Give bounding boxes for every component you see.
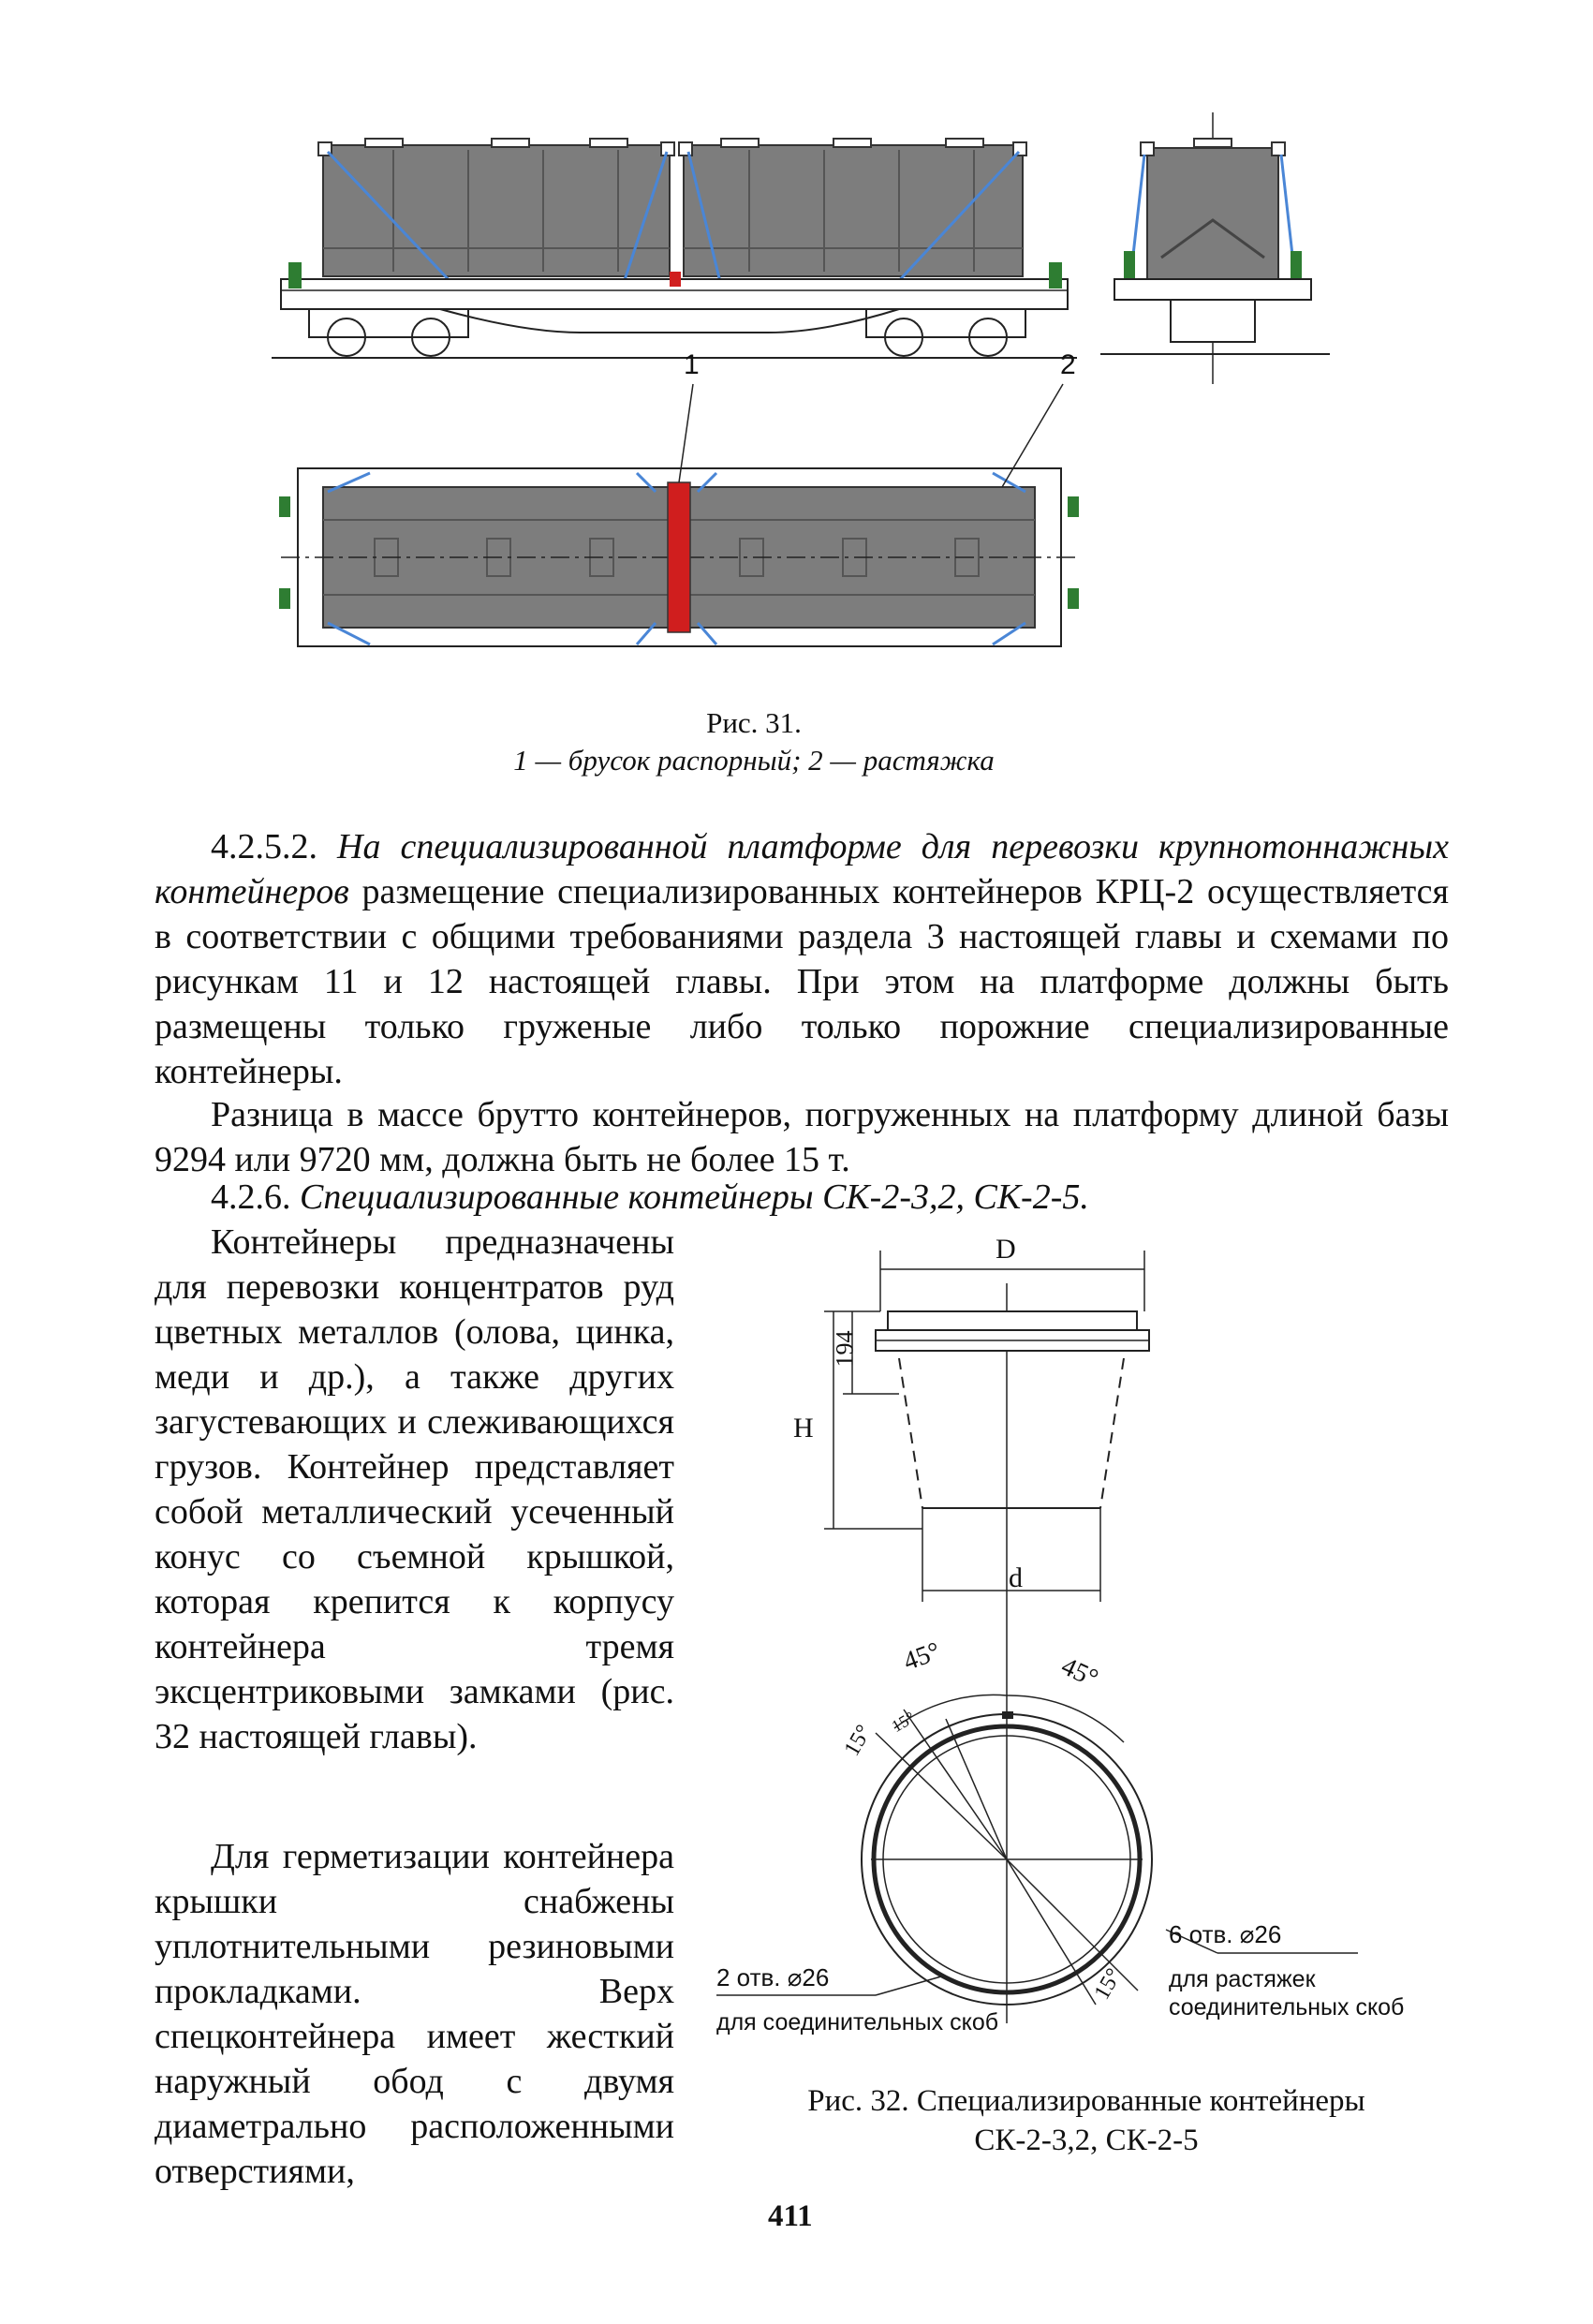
figure-31-caption-text: 1 — брусок распорный; 2 — растяжка bbox=[513, 744, 995, 777]
figure-32-caption-title: Рис. 32. bbox=[807, 2084, 909, 2118]
dim-d: d bbox=[1009, 1562, 1023, 1593]
section-4-2-6-para2: Для герметизации контейнера крышки снабжены уплотнительными резиновыми прокладками. Верх спецконтейнера имеет жесткий наружный обод с двумя диаметрально расположенными отверстиями, bbox=[155, 1837, 674, 2191]
angle-15-inner: 15° bbox=[888, 1708, 919, 1737]
figure-31-caption-title: Рис. 31. bbox=[706, 706, 802, 739]
section-4-2-5-2-number: 4.2.5.2. bbox=[211, 827, 317, 866]
section-4-2-5-2-para2: Разница в массе брутто контейнеров, погруженных на платформу длиной базы 9294 или 9720 мм, должна быть не более 15 т. bbox=[155, 1095, 1449, 1179]
callout-1: 1 bbox=[684, 349, 700, 380]
dim-194: 194 bbox=[831, 1330, 859, 1368]
page-number: 411 bbox=[768, 2199, 813, 2233]
holes-2-label: 2 отв. ⌀26 bbox=[716, 1963, 830, 1991]
angle-15-outer: 15° bbox=[839, 1721, 878, 1761]
figure-32-caption-line1 bbox=[712, 2081, 1461, 2121]
section-4-2-5-2-italic-lead: На специализированной платформе для перевозки крупнотоннажных контейнеров bbox=[155, 827, 1449, 911]
holes-6-purpose: для растяжек соединительных скоб bbox=[1169, 1966, 1405, 2021]
section-4-2-6-title: Специализированные контейнеры СК-2-3,2, СК-2-5. bbox=[300, 1177, 1089, 1217]
dim-H: H bbox=[793, 1413, 814, 1443]
holes-2-purpose: для соединительных скоб bbox=[716, 2009, 999, 2035]
figure-32-caption-line2: СК-2-3,2, СК-2-5 bbox=[974, 2124, 1199, 2157]
angle-45-right: 45° bbox=[1056, 1651, 1103, 1694]
angle-45-left: 45° bbox=[899, 1636, 945, 1677]
dim-D: D bbox=[996, 1234, 1016, 1265]
section-4-2-6-number: 4.2.6. bbox=[211, 1177, 291, 1217]
angle-15-bottom: 15° bbox=[1089, 1964, 1128, 2005]
callout-2: 2 bbox=[1060, 349, 1076, 380]
figure-32-caption-text1: Специализированные контейнеры bbox=[916, 2084, 1365, 2118]
section-4-2-5-2-body: размещение специализированных контейнеров КРЦ-2 осуществляется в соответствии с общими требованиями раздела 3 настоящей главы и схемами по рисункам 11 и 12 настоящей главы. При этом на платформе должны быть размещены только груженые либо только порожние специализированные контейнеры. bbox=[155, 872, 1449, 1091]
holes-6-label: 6 отв. ⌀26 bbox=[1169, 1920, 1282, 1948]
figure-32-caption bbox=[712, 2081, 1461, 2160]
section-4-2-6-para1: Контейнеры предназначены для перевозки концентратов руд цветных металлов (олова, цинка, меди и др.), а также других загустевающих и слеживающихся грузов. Контейнер представляет собой металлический усеченный конус со съемной крышкой, которая крепится к корпусу контейнера тремя эксцентриковыми замками (рис. 32 настоящей главы). bbox=[155, 1222, 674, 1756]
